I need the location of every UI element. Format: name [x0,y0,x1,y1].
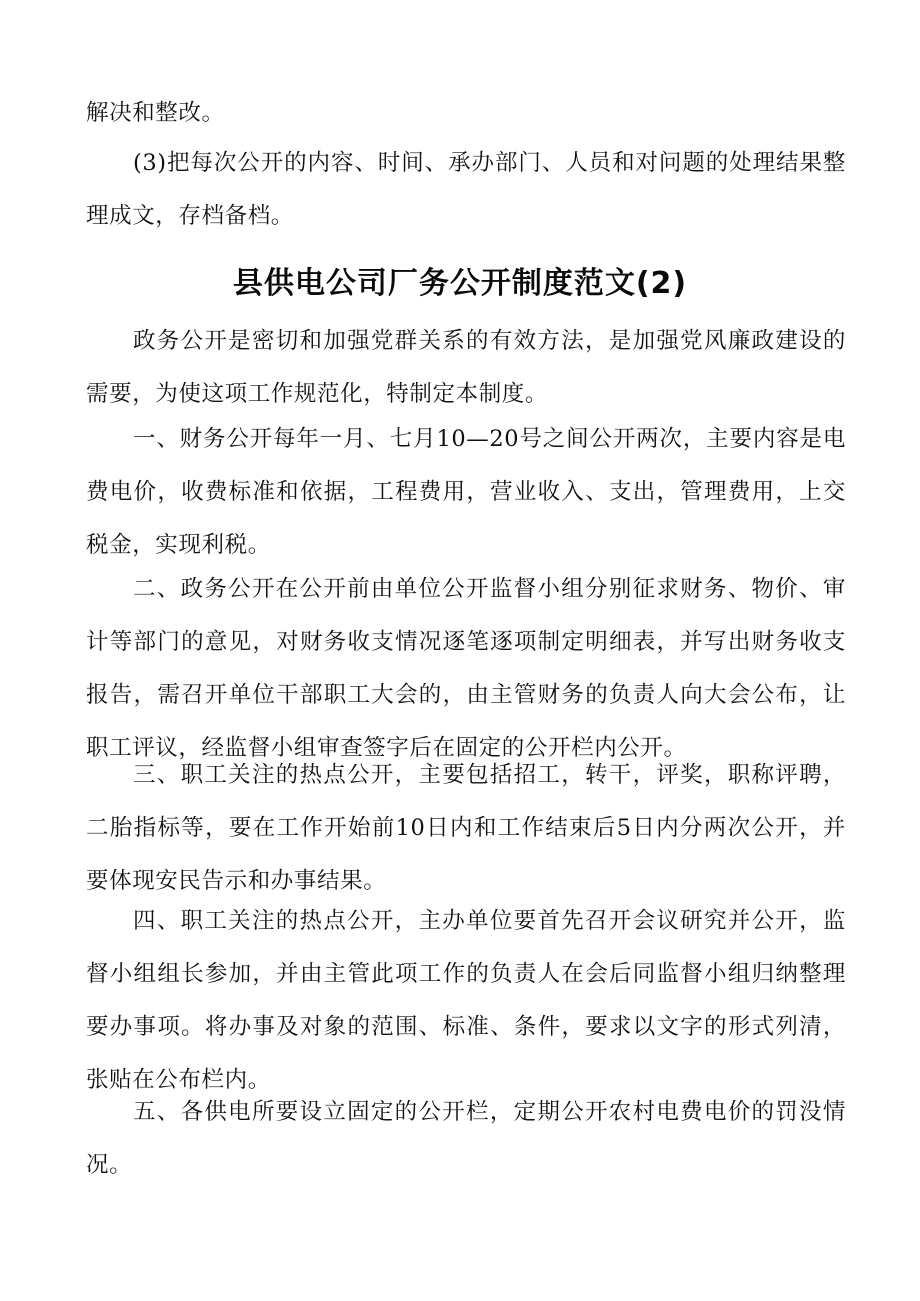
document-title: 县供电公司厂务公开制度范文(2) [232,266,688,301]
paragraph-continuation: 解决和整改。 [86,100,225,126]
paragraph-section-3: 三、职工关注的热点公开，主要包括招工，转干，评奖，职称评聘，二胎指标等，要在工作开始前10日内和工作结束后5日内分两次公开，并要体现安民告示和办事结果。 [86,762,846,894]
paragraph-item-3: (3)把每次公开的内容、时间、承办部门、人员和对问题的处理结果整理成文，存档备档。 [86,150,846,229]
paragraph-section-5: 五、各供电所要设立固定的公开栏，定期公开农村电费电价的罚没情况。 [86,1099,846,1178]
paragraph-intro: 政务公开是密切和加强党群关系的有效方法，是加强党风廉政建设的需要，为使这项工作规范化，特制定本制度。 [86,328,846,407]
paragraph-section-1: 一、财务公开每年一月、七月10—20号之间公开两次，主要内容是电费电价，收费标准和依据，工程费用，营业收入、支出，管理费用，上交税金，实现利税。 [86,426,846,558]
paragraph-section-2: 二、政务公开在公开前由单位公开监督小组分别征求财务、物价、审计等部门的意见，对财务收支情况逐笔逐项制定明细表，并写出财务收支报告，需召开单位干部职工大会的，由主管财务的负责人向大会公布，让职工评议，经监督小组审查签字后在固定的公开栏内公开。 [86,576,846,761]
paragraph-section-4: 四、职工关注的热点公开，主办单位要首先召开会议研究并公开，监督小组组长参加，并由主管此项工作的负责人在会后同监督小组归纳整理要办事项。将办事及对象的范围、标准、条件，要求以文字的形式列清，张贴在公布栏内。 [86,908,846,1093]
